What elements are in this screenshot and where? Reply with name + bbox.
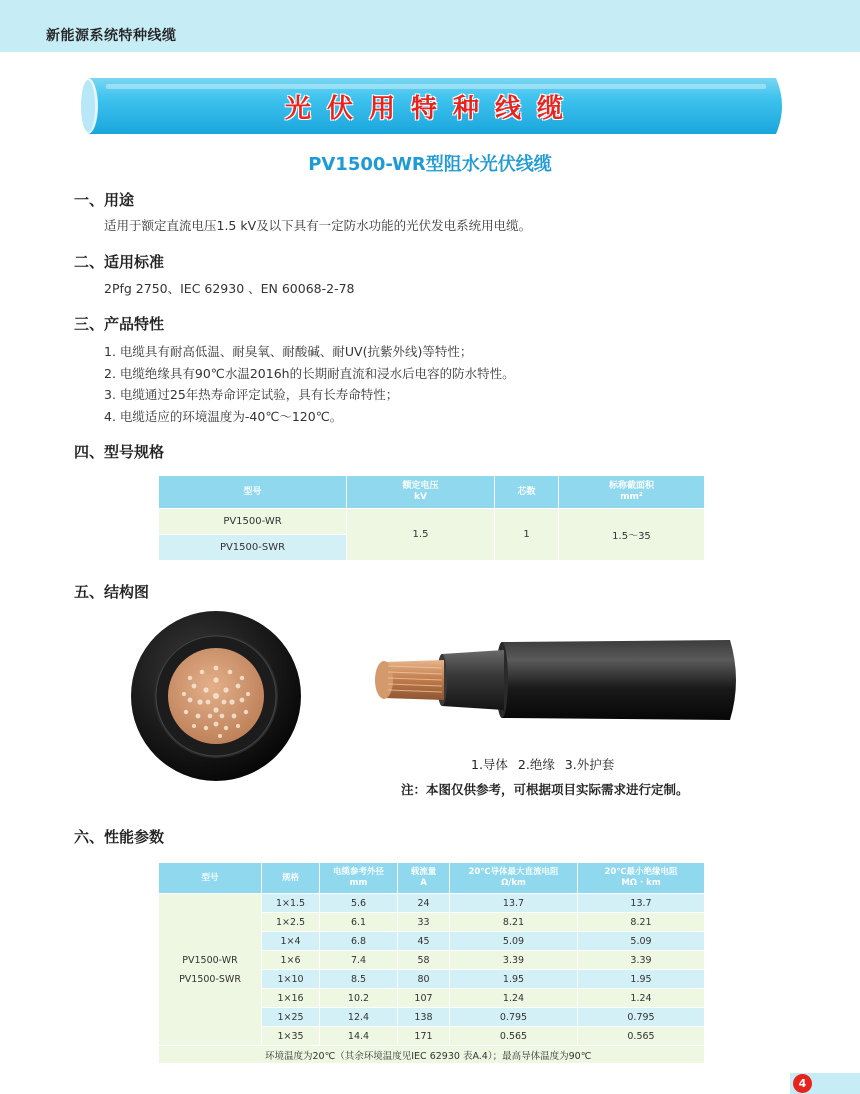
od-cell: 8.5	[320, 970, 398, 989]
header-spec: 规格	[262, 863, 320, 894]
structure-legend: 1.导体 2.绝缘 3.外护套	[471, 757, 615, 772]
header-insulation-unit: MΩ · km	[621, 878, 661, 888]
header-voltage-unit: kV	[414, 492, 427, 502]
header-title: 新能源系统特种线缆	[46, 28, 177, 44]
spec-cell: 1×35	[262, 1027, 320, 1046]
od-cell: 6.1	[320, 913, 398, 932]
insulation-cell: 0.795	[578, 1008, 705, 1027]
header-od-unit: mm	[349, 878, 368, 888]
section-heading-structure: 五、结构图	[74, 583, 150, 601]
section-heading-spec: 四、型号规格	[74, 443, 165, 461]
current-cell: 45	[398, 932, 450, 951]
title-banner	[76, 76, 788, 136]
area-cell: 1.5～35	[559, 509, 705, 561]
spec-cell: 1×16	[262, 989, 320, 1008]
header-insulation-label: 20℃最小绝缘电阻	[604, 867, 678, 877]
model-cell: PV1500-WR	[159, 509, 347, 535]
od-cell: 5.6	[320, 894, 398, 913]
structure-note: 注：本图仅供参考，可根据项目实际需求进行定制。	[401, 782, 689, 797]
cable-side-view-image	[370, 638, 742, 722]
current-cell: 33	[398, 913, 450, 932]
cable-cross-section-image	[130, 610, 302, 782]
header-resistance-label: 20℃导体最大直流电阻	[468, 867, 559, 877]
header-model: 型号	[159, 476, 347, 509]
od-cell: 6.8	[320, 932, 398, 951]
resistance-cell: 1.24	[450, 989, 578, 1008]
product-title: PV1500-WR型阻水光伏线缆	[308, 154, 552, 175]
table-header-row	[159, 863, 705, 894]
od-cell: 10.2	[320, 989, 398, 1008]
insulation-cell: 0.565	[578, 1027, 705, 1046]
header-voltage	[347, 476, 495, 509]
insulation-cell: 1.95	[578, 970, 705, 989]
resistance-cell: 13.7	[450, 894, 578, 913]
header-area	[559, 476, 705, 509]
header-cores: 芯数	[495, 476, 559, 509]
feature-item: 3. 电缆通过25年热寿命评定试验，具有长寿命特性；	[104, 387, 399, 402]
header-current-label: 载流量	[410, 867, 437, 877]
section-heading-standards: 二、适用标准	[74, 253, 165, 271]
model-cell	[159, 894, 262, 1046]
spec-cell: 1×10	[262, 970, 320, 989]
current-cell: 24	[398, 894, 450, 913]
spec-cell: 1×1.5	[262, 894, 320, 913]
resistance-cell: 3.39	[450, 951, 578, 970]
banner-title: 光伏用特种线缆	[284, 94, 579, 124]
header-od	[320, 863, 398, 894]
table-row	[159, 509, 705, 535]
header-area-label: 标称截面积	[608, 481, 654, 491]
header-model: 型号	[159, 863, 262, 894]
table-header-row	[159, 476, 705, 509]
header-insulation	[578, 863, 705, 894]
performance-table	[158, 862, 705, 1064]
model-name: PV1500-WR	[182, 954, 238, 966]
insulation-cell: 3.39	[578, 951, 705, 970]
resistance-cell: 0.565	[450, 1027, 578, 1046]
current-cell: 138	[398, 1008, 450, 1027]
current-cell: 107	[398, 989, 450, 1008]
current-cell: 58	[398, 951, 450, 970]
page-number-bar	[790, 1073, 860, 1094]
od-cell: 12.4	[320, 1008, 398, 1027]
insulation-cell: 5.09	[578, 932, 705, 951]
od-cell: 7.4	[320, 951, 398, 970]
section-heading-performance: 六、性能参数	[74, 828, 165, 846]
usage-text: 适用于额定直流电压1.5 kV及以下具有一定防水功能的光伏发电系统用电缆。	[104, 218, 532, 233]
voltage-cell: 1.5	[347, 509, 495, 561]
resistance-cell: 1.95	[450, 970, 578, 989]
header-voltage-label: 额定电压	[402, 481, 439, 491]
header-resistance-unit: Ω/km	[501, 878, 526, 888]
standards-text: 2Pfg 2750、IEC 62930 、EN 60068-2-78	[104, 281, 355, 296]
cores-cell: 1	[495, 509, 559, 561]
spec-cell: 1×25	[262, 1008, 320, 1027]
spec-cell: 1×4	[262, 932, 320, 951]
header-area-unit: mm²	[620, 492, 643, 502]
header-current-unit: A	[420, 878, 427, 888]
table-footnote: 环境温度为20℃（其余环境温度见IEC 62930 表A.4）；最高导体温度为90℃	[159, 1046, 705, 1064]
feature-item: 4. 电缆适应的环境温度为-40℃～120℃。	[104, 408, 343, 424]
spec-cell: 1×2.5	[262, 913, 320, 932]
header-current	[398, 863, 450, 894]
table-row	[159, 894, 705, 913]
od-cell: 14.4	[320, 1027, 398, 1046]
spec-table	[158, 475, 705, 561]
resistance-cell: 8.21	[450, 913, 578, 932]
table-footnote-row	[159, 1046, 705, 1064]
resistance-cell: 5.09	[450, 932, 578, 951]
feature-item: 2. 电缆绝缘具有90℃水温2016h的长期耐直流和浸水后电容的防水特性。	[104, 365, 515, 381]
spec-cell: 1×6	[262, 951, 320, 970]
current-cell: 80	[398, 970, 450, 989]
insulation-cell: 1.24	[578, 989, 705, 1008]
feature-item: 1. 电缆具有耐高低温、耐臭氧、耐酸碱、耐UV(抗紫外线)等特性；	[104, 344, 473, 359]
current-cell: 171	[398, 1027, 450, 1046]
top-header-bar	[0, 0, 860, 52]
insulation-cell: 13.7	[578, 894, 705, 913]
model-name: PV1500-SWR	[179, 973, 241, 985]
features-list	[104, 341, 515, 427]
insulation-cell: 8.21	[578, 913, 705, 932]
section-heading-usage: 一、用途	[74, 191, 135, 209]
section-heading-features: 三、产品特性	[74, 315, 165, 333]
page-number: 4	[793, 1074, 812, 1093]
model-cell: PV1500-SWR	[159, 535, 347, 561]
header-od-label: 电缆参考外径	[332, 867, 384, 877]
resistance-cell: 0.795	[450, 1008, 578, 1027]
header-resistance	[450, 863, 578, 894]
